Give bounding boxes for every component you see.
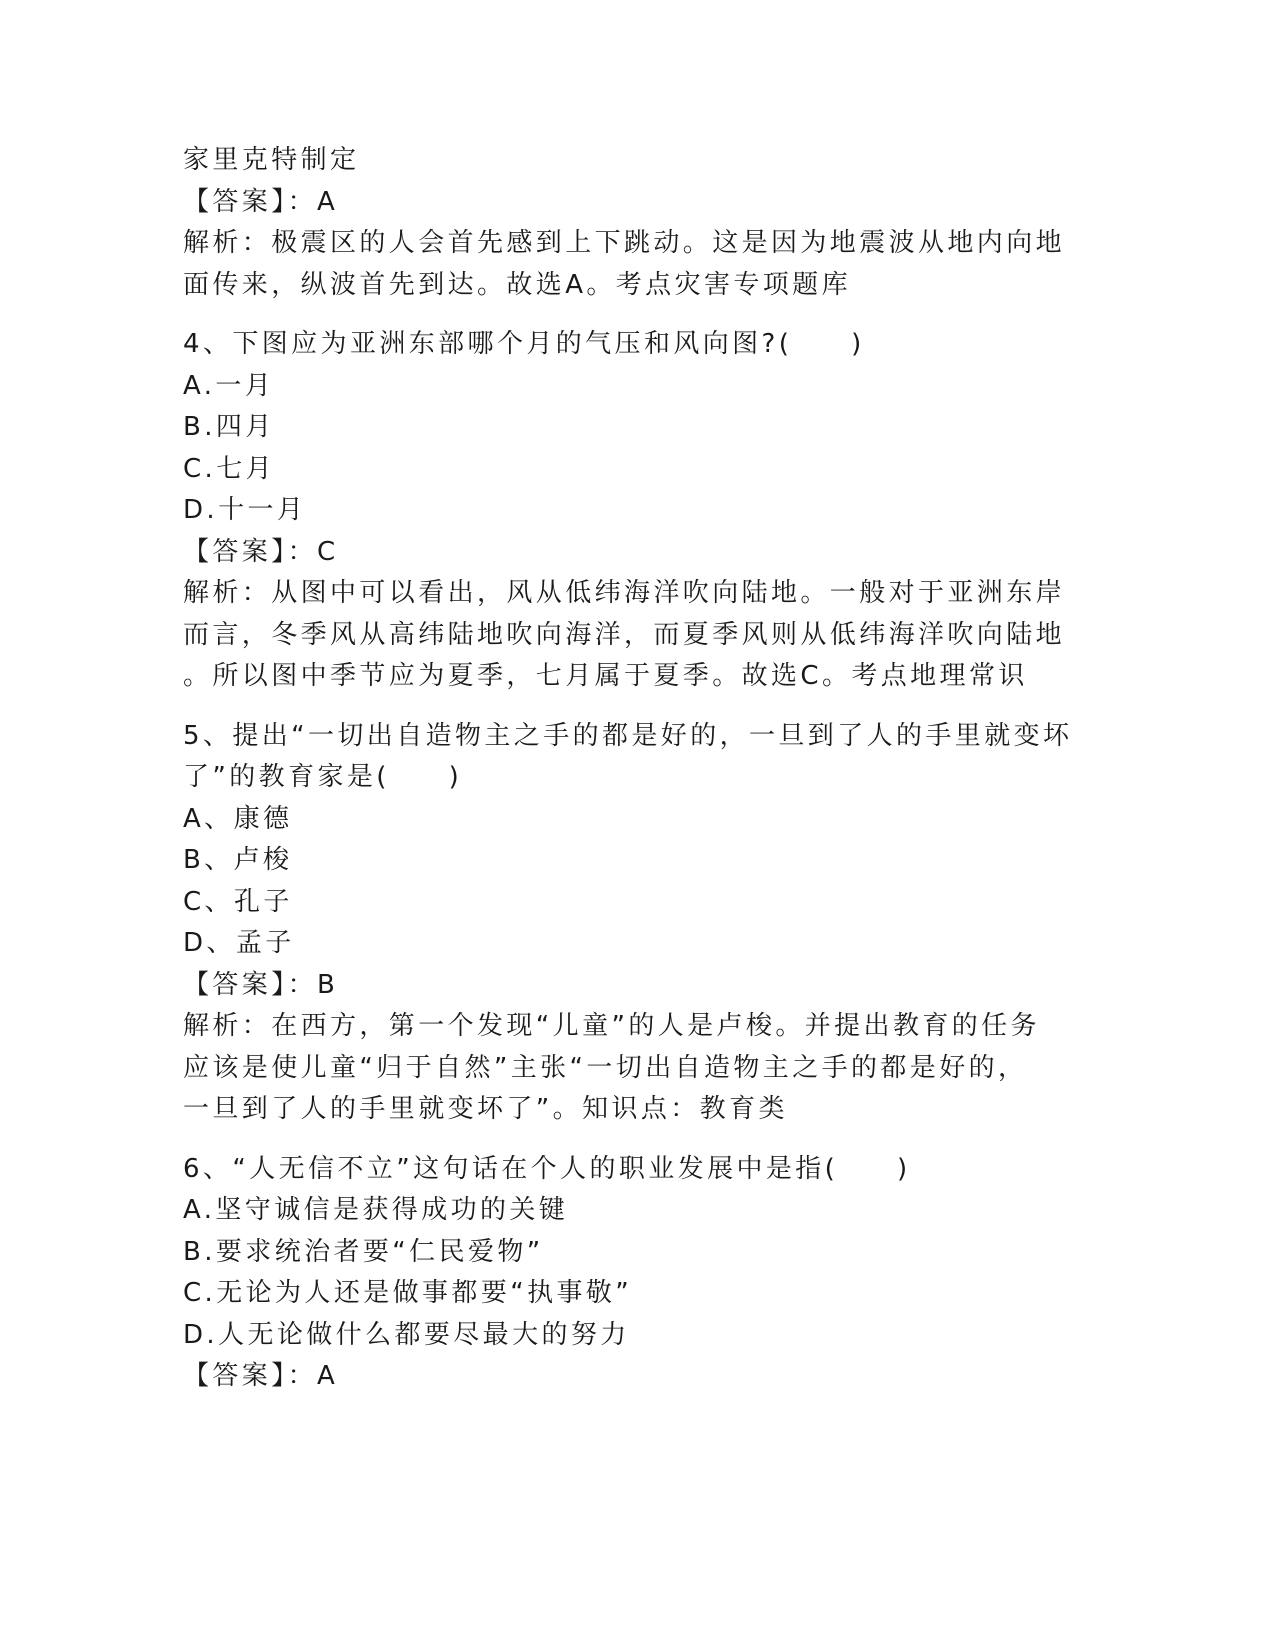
explanation-line: 。所以图中季节应为夏季，七月属于夏季。故选C。考点地理常识 (183, 661, 1028, 691)
question-stem: 了”的教育家是( ) (183, 762, 463, 792)
answer-line: 【答案】：B (183, 969, 339, 1000)
explanation-line: 解析：在西方，第一个发现“儿童”的人是卢梭。并提出教育的任务 (183, 1011, 1040, 1041)
explanation-line: 解析：从图中可以看出，风从低纬海洋吹向陆地。一般对于亚洲东岸 (183, 578, 1066, 608)
explanation-line: 应该是使儿童“归于自然”主张“一切出自造物主之手的都是好的， (183, 1052, 1028, 1083)
option-a: A.一月 (183, 370, 275, 401)
option-c: C.无论为人还是做事都要“执事敬” (183, 1278, 633, 1308)
answer-line: 【答案】：C (183, 536, 339, 567)
question-3-tail (183, 140, 1066, 306)
explanation-line: 面传来，纵波首先到达。故选A。考点灾害专项题库 (183, 269, 851, 300)
option-a: A.坚守诚信是获得成功的关键 (183, 1195, 569, 1225)
question-stem: 5、提出“一切出自造物主之手的都是好的，一旦到了人的手里就变坏 (183, 720, 1073, 751)
explanation-line: 而言，冬季风从高纬陆地吹向海洋，而夏季风则从低纬海洋吹向陆地 (183, 619, 1066, 650)
option-d: D.十一月 (183, 495, 307, 525)
option-b: B、卢梭 (183, 845, 293, 875)
explanation-line: 一旦到了人的手里就变坏了”。知识点：教育类 (183, 1094, 788, 1124)
option-c: C.七月 (183, 453, 276, 484)
option-c: C、孔子 (183, 886, 293, 917)
explanation-line: 解析：极震区的人会首先感到上下跳动。这是因为地震波从地内向地 (183, 228, 1066, 258)
option-b: B.要求统治者要“仁民爱物” (183, 1236, 544, 1267)
option-d: D、孟子 (183, 928, 295, 958)
answer-line: 【答案】：A (183, 1361, 339, 1391)
question-stem: 6、“人无信不立”这句话在个人的职业发展中是指( ) (183, 1153, 911, 1184)
option-d: D.人无论做什么都要尽最大的努力 (183, 1319, 630, 1350)
question-6 (183, 1149, 1063, 1398)
document-page (183, 140, 1073, 1398)
question-4 (183, 324, 1066, 698)
question-stem-tail: 家里克特制定 (183, 145, 360, 175)
option-a: A、康德 (183, 803, 293, 834)
answer-line: 【答案】：A (183, 186, 339, 217)
option-b: B.四月 (183, 412, 275, 442)
question-5 (183, 716, 1073, 1131)
question-stem: 4、下图应为亚洲东部哪个月的气压和风向图?( ) (183, 329, 865, 359)
